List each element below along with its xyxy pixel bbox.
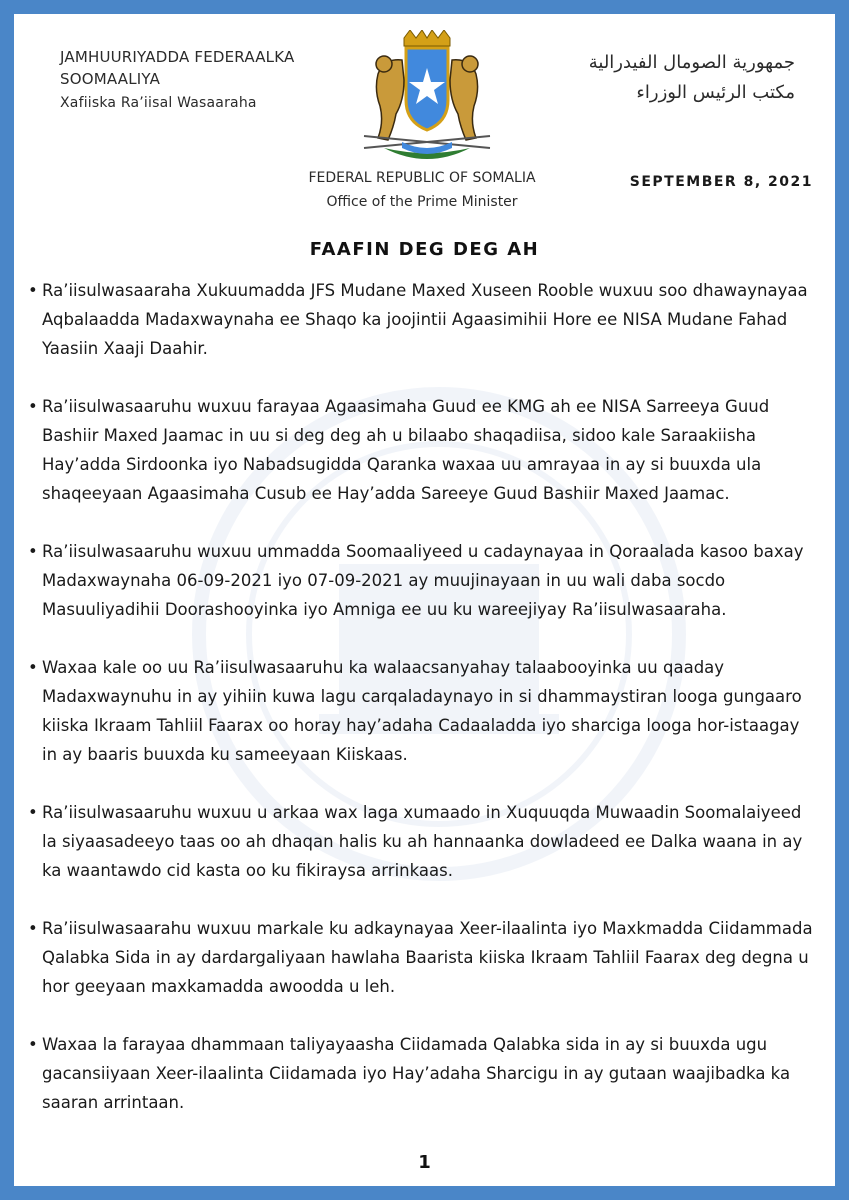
document-body bbox=[28, 276, 828, 1146]
bullet-icon: • bbox=[28, 281, 38, 300]
paragraph-text: Waxaa kale oo uu Ra’iisulwasaaruhu ka walaacsanyahay talaabooyinka uu qaaday Madaxwaynuhu in ay yihiin kuwa lagu carqaladaynayo in si dhammaystiran looga gungaaro kiiska Ikraam Tahliil Faarax oo horay hay’adaha Cadaaladda iyo sharciga looga hor-istaagay in ay baaris buuxda ku sameeyaan Kiiskaas. bbox=[42, 658, 802, 764]
document-date: SEPTEMBER 8, 2021 bbox=[629, 174, 813, 190]
paragraph-text: Waxaa la farayaa dhammaan taliyayaasha Ciidamada Qalabka sida in ay si buuxda ugu gacansiiyaan Xeer-ilaalinta Ciidamada iyo Hay’adaha Sharcigu in ay gutaan waajibadka ka saaran arrintaan. bbox=[42, 1035, 791, 1112]
paragraph-text: Ra’iisulwasaaruhu wuxuu farayaa Agaasimaha Guud ee KMG ah ee NISA Sarreeya Guud Bashiir Maxed Jaamac in uu si deg deg ah u bilaabo shaqadiisa, sidoo kale Saraakiisha Hay’adda Sirdoonka iyo Nabadsugidda Qaranka waxaa uu amrayaa in ay si buuxda ula shaqeeyaan Agaasimaha Cusub ee Hay’adda Sareeye Guud Bashiir Maxed Jaamac. bbox=[42, 397, 770, 503]
page-number: 1 bbox=[418, 1152, 431, 1173]
header-right-block bbox=[589, 48, 795, 108]
bullet-icon: • bbox=[28, 397, 38, 416]
coat-of-arms-icon bbox=[344, 30, 510, 170]
paragraph bbox=[28, 914, 828, 1001]
header-center-block bbox=[264, 166, 580, 214]
document-page bbox=[14, 14, 835, 1186]
header-center-line1: FEDERAL REPUBLIC OF SOMALIA bbox=[308, 170, 536, 186]
bullet-icon: • bbox=[28, 1035, 38, 1054]
paragraph bbox=[28, 392, 828, 508]
bullet-icon: • bbox=[28, 542, 38, 561]
paragraph-text: Ra’iisulwasaaruhu wuxuu ummadda Soomaaliyeed u cadaynayaa in Qoraalada kasoo baxay Madaxwaynaha 06-09-2021 iyo 07-09-2021 ay muujinayaan in uu wali daba socdo Masuuliyadihii Doorashooyinka iyo Amniga ee uu ku wareejiyay Ra’iisulwasaaraha. bbox=[42, 542, 804, 619]
header-right-line2: مكتب الرئيس الوزراء bbox=[636, 82, 795, 103]
paragraph bbox=[28, 537, 828, 624]
header-left-line3: Xafiiska Ra’iisal Wasaaraha bbox=[60, 95, 257, 111]
header-left-line2: SOOMAALIYA bbox=[60, 70, 161, 88]
paragraph-text: Ra’iisulwasaaraha Xukuumadda JFS Mudane Maxed Xuseen Rooble wuxuu soo dhawaynayaa Aqbalaadda Madaxwaynaha ee Shaqo ka joojintii Agaasimihii Hore ee NISA Mudane Fahad Yaasiin Xaaji Daahir. bbox=[42, 281, 808, 358]
header-center-line2: Office of the Prime Minister bbox=[326, 194, 518, 210]
paragraph-text: Ra’iisulwasaaruhu wuxuu u arkaa wax laga xumaado in Xuquuqda Muwaadin Soomalaiyeed la siyaasadeeyo taas oo ah dhaqan halis ku ah hannaanka dowladeed ee Dalka waana in ay ka waantawdo cid kasta oo ku fikiraysa arrinkaas. bbox=[42, 803, 803, 880]
paragraph bbox=[28, 653, 828, 769]
header-left-block bbox=[60, 46, 294, 114]
bullet-icon: • bbox=[28, 658, 38, 677]
header-right-line1: جمهورية الصومال الفيدرالية bbox=[588, 52, 795, 73]
paragraph bbox=[28, 798, 828, 885]
paragraph-text: Ra’iisulwasaarahu wuxuu markale ku adkaynayaa Xeer-ilaalinta iyo Maxkmadda Ciidammada Qalabka Sida in ay dardargaliyaan hawlaha Baarista kiiska Ikraam Tahliil Faarax deg degna u hor geeyaan maxkamadda awoodda u leh. bbox=[42, 919, 813, 996]
header-left-line1: JAMHUURIYADDA FEDERAALKA bbox=[60, 48, 295, 66]
paragraph bbox=[28, 1030, 828, 1117]
bullet-icon: • bbox=[28, 919, 38, 938]
paragraph bbox=[28, 276, 828, 363]
document-title: FAAFIN DEG DEG AH bbox=[309, 239, 540, 260]
bullet-icon: • bbox=[28, 803, 38, 822]
